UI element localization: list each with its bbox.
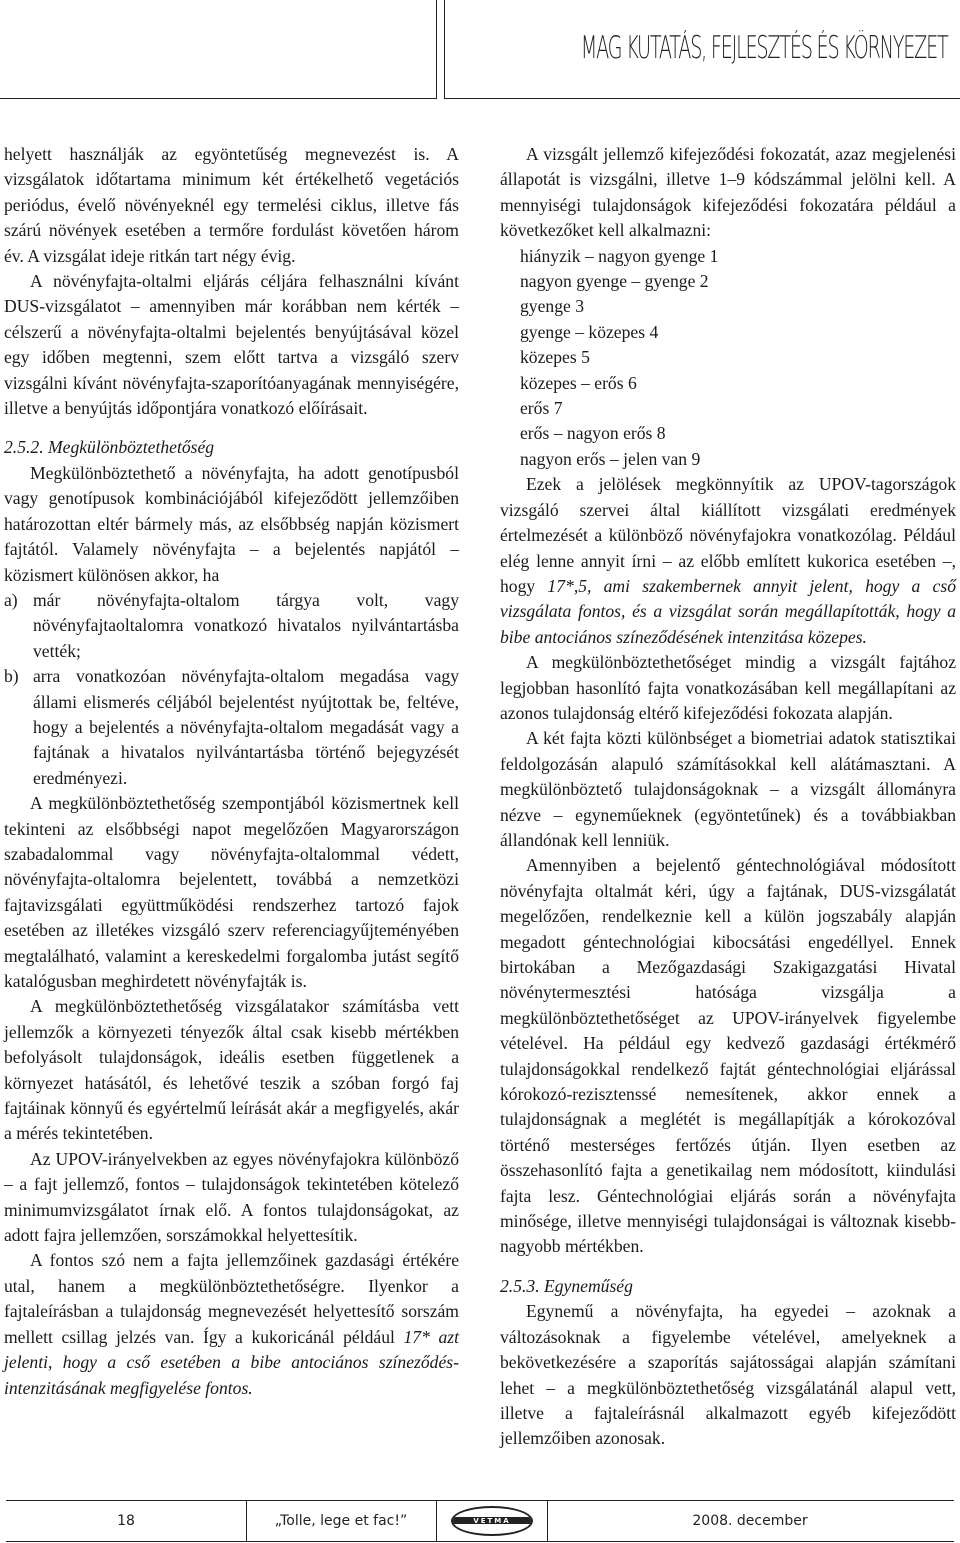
issue-date: 2008. december [692, 1513, 808, 1529]
page-number: 18 [6, 1501, 247, 1541]
scale-item: nagyon gyenge – gyenge 2 [520, 271, 709, 292]
paragraph-italic-text: 17*,5, ami szakembernek annyit jelent, hogy a cső vizsgálata fontos, és a vizsgálat során megállapították, hogy a bibe antociános színeződésének intenzitása közepes. [500, 575, 956, 647]
list-item [4, 588, 459, 664]
journal-title: MAG KUTATÁS, FEJLESZTÉS ÉS KÖRNYEZET [580, 30, 947, 66]
paragraph: Amennyiben a bejelentő géntechnológiával módosított növényfajta oltalmát kéri, úgy a fajtának, DUS-vizsgálatát megelőzően, rendelkeznie kell a külön jogszabály alapján megadott géntechnológiai kibocsátási engedéllyel. Ennek birtokában a Mezőgazdasági Szakigazgatási Hivatal növénytermesztési hatósága vizsgálja a megkülönböztethetőséget az UPOV-irányelvek figyelembe vételével. Ha például egy kedvező gazdasági értékmérő tulajdonságokkal rendelkező fajtát géntechnológiai eljárással kórokozó-rezisztenssé nemesítenek, akkor ennek a tulajdonságnak a meglétét is megállapítják a kórokozóval történő mesterséges fertőzés útján. Ilyen esetben az összehasonlító fajta a genetikailag nem módosított, kiindulási fajta lesz. Géntechnológiai eljárás során a növényfajta minősége, illetve mennyiségi tulajdonságai is változnak kisebb-nagyobb mértékben. [500, 855, 956, 1257]
scale-item: gyenge 3 [520, 296, 585, 317]
scale-item: erős – nagyon erős 8 [520, 423, 666, 444]
scale-item: nagyon erős – jelen van 9 [520, 448, 701, 469]
paragraph: A megkülönböztethetőséget mindig a vizsgált fajtához legjobban hasonlító fajta vonatkozásában kell megállapítani az azonos tulajdonság eltérő kifejeződési fokozata alapján. [500, 652, 956, 723]
paragraph [4, 1248, 459, 1400]
list-item [4, 664, 459, 791]
expression-scale-list [500, 244, 956, 473]
page-footer [6, 1500, 954, 1542]
paragraph: Az UPOV-irányelvekben az egyes növényfajokra különböző – a fajt jellemző, fontos – tulajdonságok tekintetében kötelező minimumvizsgálatot írnak elő. A fontos tulajdonságokat, az adott fajra jellemzően, sorszámokkal helyettesítik. [4, 1148, 459, 1246]
paragraph: A megkülönböztethetőség szempontjából közismertnek kell tekinteni az elsőbbségi napot megelőzően Magyarországon szabadalommal vagy növényfajta-oltalommal védett, növényfajta-oltalomra bejelentett, továbbá a nemzetközi fajtavizsgálati együttműködési rendszerhez tartozó fajok esetében az illetékes vizsgáló szerv referenciagyűjteményében megtalálható, valamint a kereskedelmi forgalomba jutást segítő katalógusban meghirdetett növényfajták is. [4, 793, 459, 991]
list-item-text: már növényfajta-oltalom tárgya volt, vagy növényfajtaoltalomra vonatkozó hivatalos nyilvántartásba vették; [33, 589, 459, 661]
paragraph: A megkülönböztethetőség vizsgálatakor számításba vett jellemzők a környezeti tényezők által csak kisebb mértékben befolyásolt tulajdonságok, ideális esetben függetlenek a környezet hatásától, és lehetővé teszik a szóban forgó faj fajtáinak könnyű és egyértelmű leírását akár a megfigyelés, akár a mérés tekintetében. [4, 996, 459, 1144]
paragraph: Egynemű a növényfajta, ha egyedei – azoknak a változásoknak a figyelembe vételével, amelyeknek a bekövetkezésére a szaporítás sajátosságai alapján számítani lehet – a megkülönböztethetőség vizsgálatánál alapul vett, illetve a fajtaleírásnál alkalmazott egyéb kifejeződött jellemzőiben azonosak. [500, 1301, 956, 1449]
paragraph [500, 472, 956, 650]
right-column [500, 142, 956, 1452]
list-item-label: a) [4, 589, 18, 610]
paragraph: helyett használják az egyöntetűség megnevezést is. A vizsgálatok időtartama minimum két értékelhető vegetációs periódus, évelő növényeknél egy termelési ciklus, illetve fás szárú növények esetében a termőre fordulást követően három év. A vizsgálat ideje ritkán tart négy évig. [4, 144, 459, 266]
section-heading-2-5-3: 2.5.3. Egyneműség [500, 1275, 633, 1296]
scale-item: közepes 5 [520, 347, 590, 368]
paragraph: Megkülönböztethető a növényfajta, ha adott genotípusból vagy genotípusok kombinációjából kifejeződött jellemzőiben határozottan eltér bármely más, az elsőbbség napján közismert fajtától. Valamely növényfajta – a bejelentés napjától – közismert különösen akkor, ha [4, 462, 459, 585]
section-heading-2-5-2: 2.5.2. Megkülönböztethetőség [4, 437, 215, 458]
paragraph: A növényfajta-oltalmi eljárás céljára felhasználni kívánt DUS-vizsgálatot – amennyiben már korábban nem kérték – célszerű a növényfajta-oltalmi bejelentés benyújtásával közel egy időben megtenni, szem előtt tartva a vizsgáló szerv vizsgálni kívánt növényfajta-szaporítóanyagának mennyiségére, illetve a benyújtás időpontjára vonatkozó előírásait. [4, 271, 459, 419]
list-item-label: b) [4, 666, 19, 687]
logo-icon [451, 1506, 533, 1536]
list-item-text: arra vonatkozóan növényfajta-oltalom megadása vagy állami elismerés céljából bejelentést nyújtottak be, feltéve, hogy a bejelentés a növényfajta-oltalom megadását vagy a fajtának a hivatalos nyilvántartásba történő bejegyzését eredményezi. [33, 666, 459, 788]
footer-motto: „Tolle, lege et fac!” [274, 1513, 408, 1529]
publisher-logo [436, 1501, 548, 1541]
scale-item: gyenge – közepes 4 [520, 321, 659, 342]
scale-item: hiányzik – nagyon gyenge 1 [520, 245, 719, 266]
scale-item: közepes – erős 6 [520, 372, 637, 393]
header-left-frame [0, 0, 437, 99]
logo-text: VETMA [473, 1517, 511, 1525]
paragraph: A vizsgált jellemző kifejeződési fokozatát, azaz megjelenési állapotát is vizsgálni, illetve 1–9 kódszámmal jelölni kell. A mennyiségi tulajdonságok kifejeződési fokozatára például a következőket kell alkalmazni: [500, 144, 956, 241]
paragraph-italic-text: 17* azt jelenti, hogy a cső esetében a bibe antociános színeződés-intenzitásának megfigyelése fontos. [4, 1326, 459, 1398]
left-column [4, 142, 459, 1401]
paragraph: A két fajta közti különbséget a biometriai adatok statisztikai feldolgozásán alapuló számításokkal kell alátámasztani. A megkülönböztető tulajdonságoknak – a vizsgált állományra nézve – egyneműeknek (egyöntetűnek) és a továbbiakban állandónak kell lenniük. [500, 728, 956, 850]
header-right-frame [444, 0, 960, 99]
paragraph-text: Ezek a jelölések megkönnyítik az UPOV-tagországok vizsgáló szervei által kiállított vizsgálati eredmények értelmezését a különböző növényfajokra vonatkozólag. Például elég lenne annyit írni – az előbb említett kukorica esetében –, hogy [500, 474, 956, 596]
scale-item: erős 7 [520, 398, 563, 419]
paragraph-text: A fontos szó nem a fajta jellemzőinek gazdasági értékére utal, hanem a megkülönböztethetőségre. Ilyenkor a fajtaleírásban a tulajdonság megnevezését helyettesítő sorszám mellett csillag jelzés van. Így a kukoricánál például [4, 1250, 459, 1347]
